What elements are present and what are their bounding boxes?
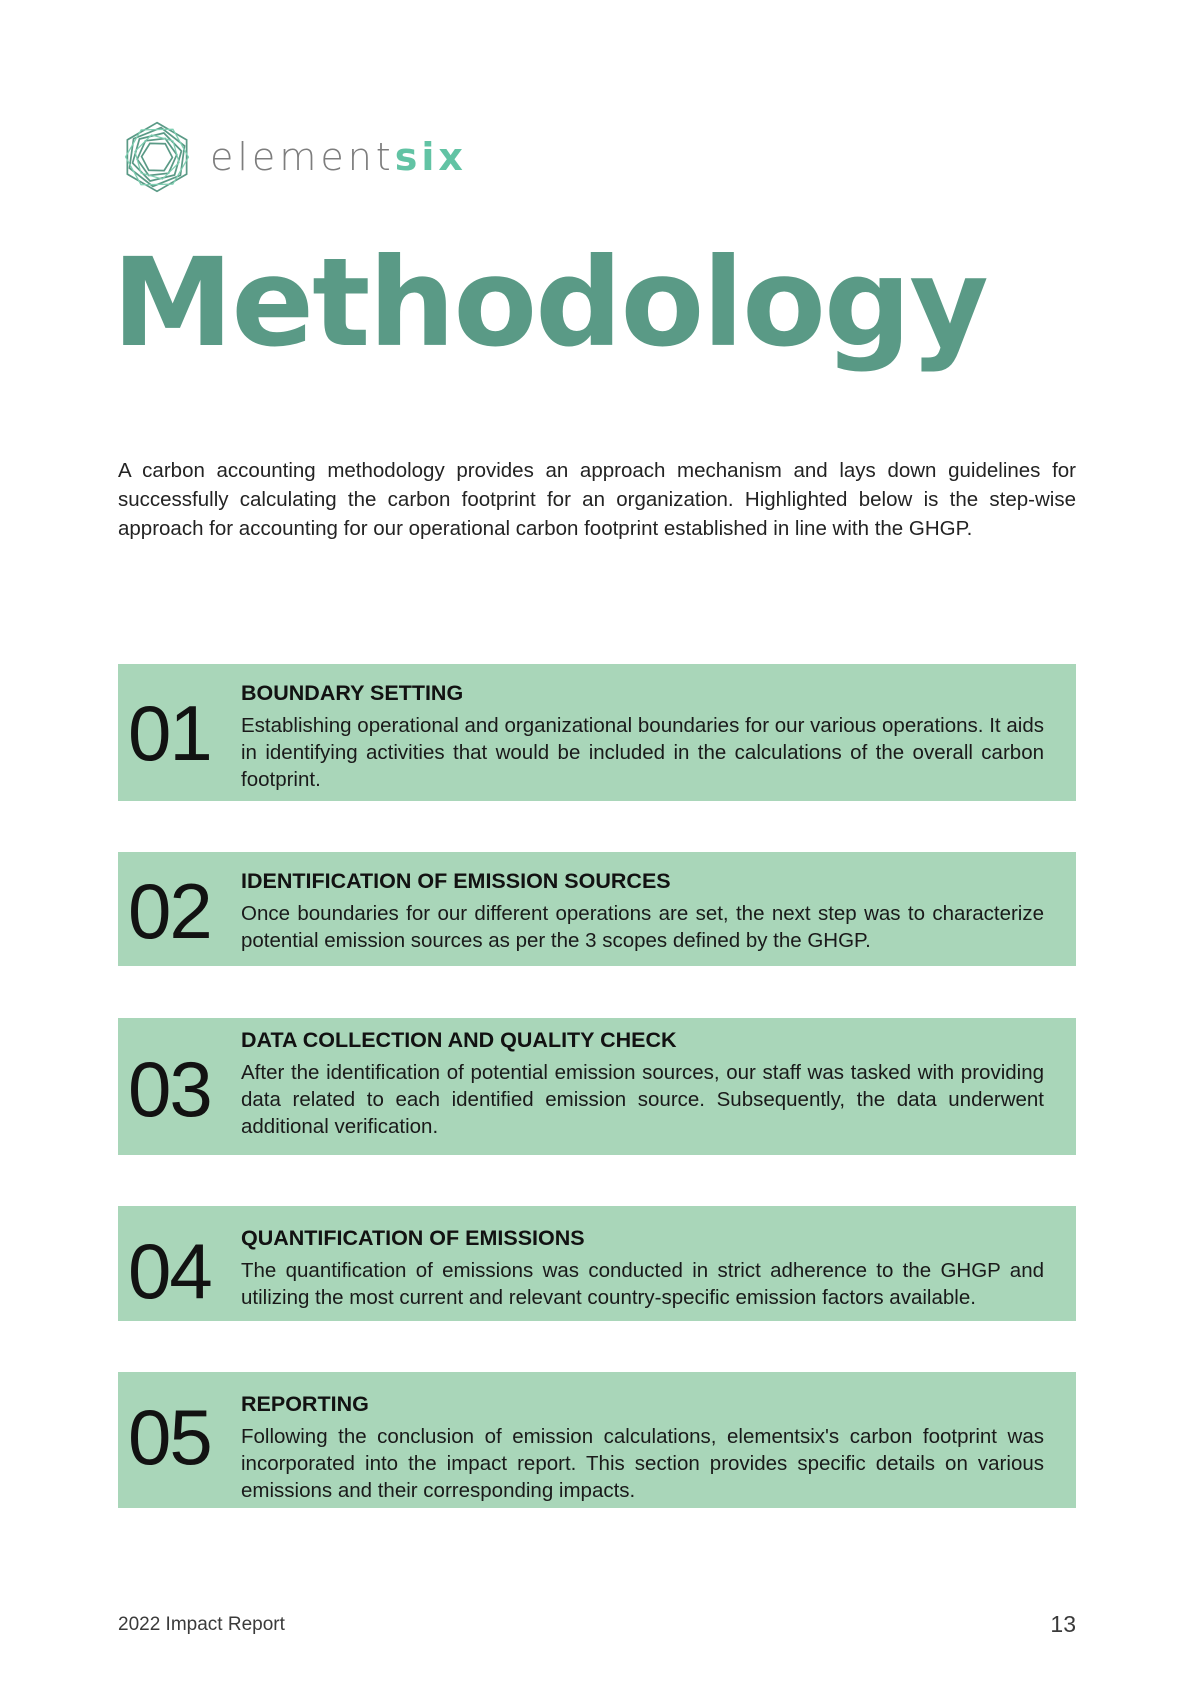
step-number: 02	[128, 867, 211, 955]
step-text: Establishing operational and organizational boundaries for our various operations. It aids in identifying activities that would be included in the calculations of the overall carbon footprint.	[241, 714, 1044, 791]
step-text: Once boundaries for our different operations are set, the next step was to characterize potential emission sources as per the 3 scopes defined by the GHGP.	[241, 902, 1044, 952]
brand-word-six: six	[394, 135, 467, 179]
step-card-05	[118, 1372, 1076, 1508]
step-card-03	[118, 1018, 1076, 1155]
step-body	[241, 866, 1044, 954]
step-title: DATA COLLECTION AND QUALITY CHECK	[241, 1028, 677, 1052]
footer-report-name: 2022 Impact Report	[118, 1614, 285, 1635]
step-title: REPORTING	[241, 1392, 369, 1416]
step-number: 05	[128, 1393, 211, 1481]
brand-word-element: element	[210, 135, 395, 179]
step-number: 03	[128, 1045, 211, 1133]
brand-wordmark	[210, 135, 467, 179]
step-title: QUANTIFICATION OF EMISSIONS	[241, 1226, 585, 1250]
step-card-04	[118, 1206, 1076, 1321]
step-card-01	[118, 664, 1076, 801]
step-title: IDENTIFICATION OF EMISSION SOURCES	[241, 869, 671, 893]
step-body	[241, 1025, 1044, 1140]
step-body	[241, 1389, 1044, 1504]
step-title: BOUNDARY SETTING	[241, 681, 464, 705]
brand-logo	[118, 118, 467, 196]
step-number: 04	[128, 1227, 211, 1315]
step-text: Following the conclusion of emission calculations, elementsix's carbon footprint was incorporated into the impact report. This section provides specific details on various emissions and their corresponding impacts.	[241, 1425, 1044, 1502]
step-body	[241, 1223, 1044, 1311]
page-title: Methodology	[112, 232, 987, 374]
intro-paragraph: A carbon accounting methodology provides an approach mechanism and lays down guidelines for successfully calculating the carbon footprint for an organization. Highlighted below is the step-wise approach for accounting for our operational carbon footprint established in line with the GHGP.	[118, 459, 1076, 540]
step-number: 01	[128, 689, 211, 777]
step-body	[241, 678, 1044, 793]
footer-page-number: 13	[1050, 1611, 1076, 1637]
step-text: After the identification of potential emission sources, our staff was tasked with providing data related to each identified emission source. Subsequently, the data underwent additional verification.	[241, 1061, 1044, 1138]
step-card-02	[118, 852, 1076, 966]
hexagon-rings-logo-icon	[118, 118, 196, 196]
step-text: The quantification of emissions was conducted in strict adherence to the GHGP and utilizing the most current and relevant country-specific emission factors available.	[241, 1259, 1044, 1309]
